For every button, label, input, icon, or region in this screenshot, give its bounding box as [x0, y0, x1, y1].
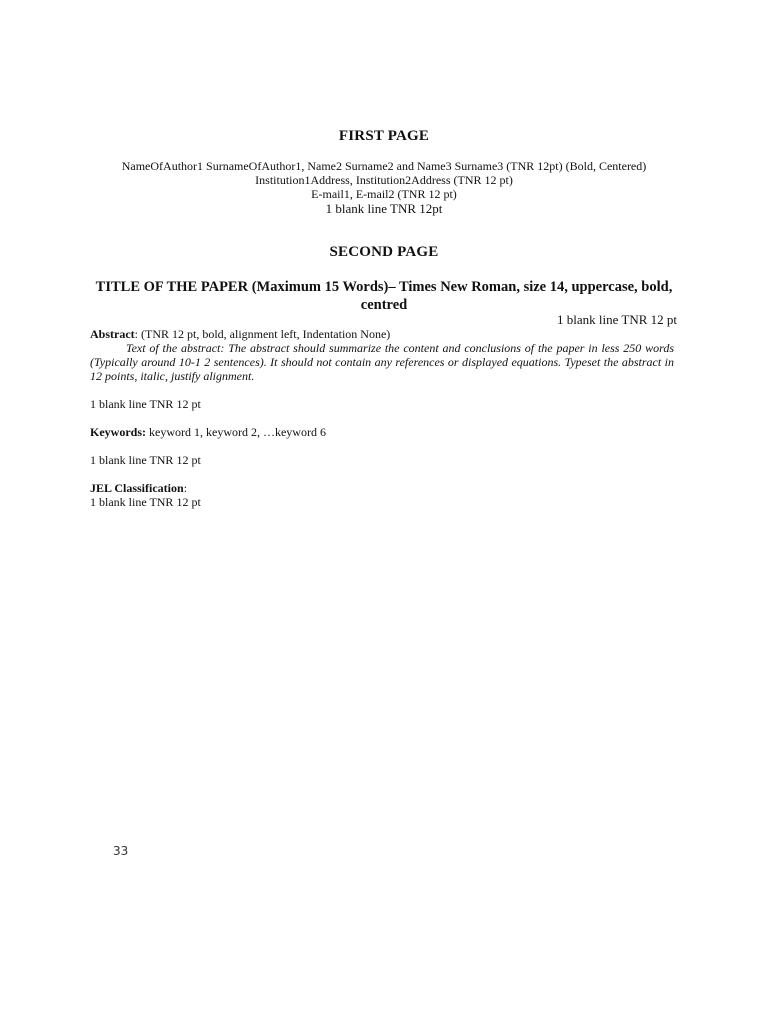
title-blank-line: 1 blank line TNR 12 pt	[556, 312, 677, 327]
abstract-blank-line: 1 blank line TNR 12 pt	[90, 397, 201, 411]
authors-line: NameOfAuthor1 SurnameOfAuthor1, Name2 Surname2 and Name3 Surname3 (TNR 12pt) (Bold, Centered)	[121, 159, 647, 173]
first-page-blank-line: 1 blank line TNR 12pt	[325, 201, 443, 216]
keywords-value: keyword 1, keyword 2, …keyword 6	[146, 425, 326, 439]
keywords-blank-line: 1 blank line TNR 12 pt	[90, 453, 201, 467]
abstract-label: Abstract	[90, 327, 135, 341]
second-page-heading: SECOND PAGE	[329, 244, 439, 260]
page-number: 33	[113, 844, 129, 858]
jel-colon: :	[183, 481, 188, 495]
institutions-line: Institution1Address, Institution2Address (TNR 12 pt)	[255, 173, 513, 187]
abstract-text: Text of the abstract: The abstract should summarize the content and conclusions of the paper in less 250 words (Typically around 10-1 2 sentences). It should not contain any references or displayed equations. Typeset the abstract in 12 points, italic, justify alignment.	[90, 341, 674, 383]
jel-label: JEL Classification	[90, 481, 184, 495]
paper-title: TITLE OF THE PAPER (Maximum 15 Words)– Times New Roman, size 14, uppercase, bold, centred	[95, 279, 673, 313]
first-page-heading: FIRST PAGE	[338, 128, 430, 144]
jel-line	[90, 481, 187, 495]
abstract-heading	[90, 327, 390, 341]
jel-blank-line: 1 blank line TNR 12 pt	[90, 495, 201, 509]
keywords-label: Keywords:	[90, 425, 146, 439]
emails-line: E-mail1, E-mail2 (TNR 12 pt)	[311, 187, 457, 201]
keywords-line	[90, 425, 326, 439]
abstract-note: : (TNR 12 pt, bold, alignment left, Indentation None)	[134, 327, 391, 341]
